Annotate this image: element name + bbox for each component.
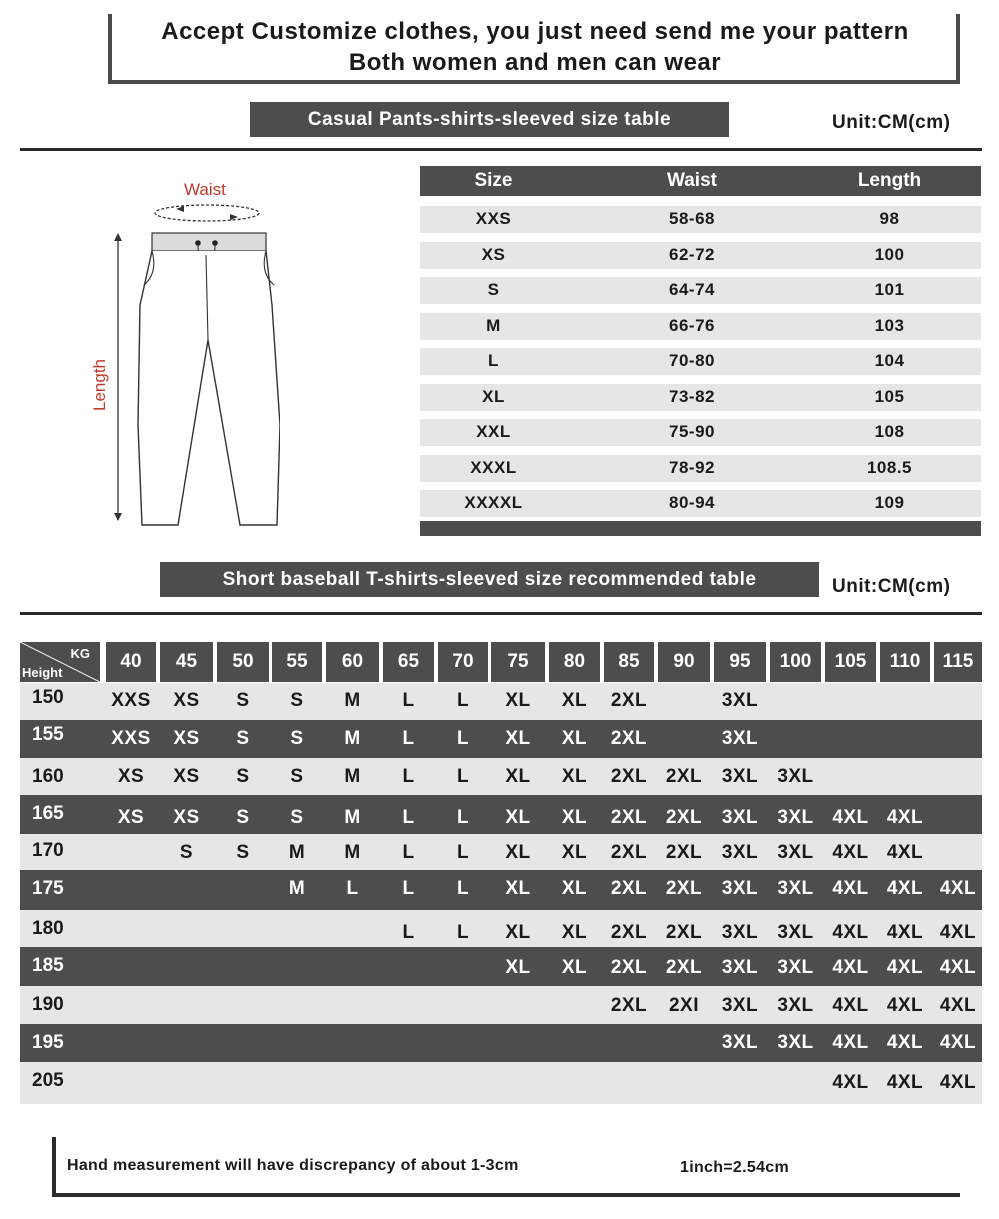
size-cell: M bbox=[344, 690, 361, 711]
size-cell: 3XL bbox=[777, 842, 814, 863]
tshirt-unit-label: Unit:CM(cm) bbox=[832, 576, 951, 597]
pants-cell-length: 101 bbox=[874, 280, 905, 299]
size-cell: L bbox=[402, 922, 415, 943]
size-cell: 4XL bbox=[886, 995, 924, 1016]
kg-header-cell: 115 bbox=[934, 642, 982, 682]
pants-cell-waist: 75-90 bbox=[669, 422, 715, 441]
pants-cell-waist: 78-92 bbox=[669, 457, 715, 477]
size-cell: 2XL bbox=[610, 766, 648, 787]
height-label: 155 bbox=[32, 724, 64, 745]
pants-cell-size: S bbox=[487, 280, 500, 299]
length-arrow-bottom bbox=[114, 513, 122, 521]
size-cell: 3XL bbox=[777, 995, 814, 1016]
size-cell: XL bbox=[561, 842, 588, 863]
height-label: 205 bbox=[32, 1070, 64, 1091]
size-cell: 2XL bbox=[665, 807, 703, 828]
col-header-waist: Waist bbox=[667, 170, 717, 191]
size-cell: 2XL bbox=[665, 922, 703, 943]
size-cell: 3XL bbox=[777, 922, 814, 943]
size-cell: 4XL bbox=[832, 995, 869, 1016]
size-cell: L bbox=[402, 728, 415, 749]
size-cell: XL bbox=[561, 807, 588, 828]
pants-cell-waist: 66-76 bbox=[669, 315, 715, 335]
pants-table-row bbox=[420, 384, 981, 411]
size-cell: 4XL bbox=[832, 957, 869, 978]
kg-header-cell: 60 bbox=[326, 642, 379, 682]
pants-cell-size: L bbox=[488, 351, 499, 370]
size-cell: XL bbox=[561, 878, 588, 899]
size-cell: 3XL bbox=[721, 728, 759, 749]
pants-cell-length: 108 bbox=[874, 422, 905, 441]
tshirt-table-row bbox=[20, 1024, 982, 1062]
pants-cell-size: XS bbox=[481, 244, 506, 264]
height-label: 195 bbox=[32, 1032, 64, 1053]
size-cell: 2XL bbox=[610, 690, 648, 711]
height-label: 170 bbox=[32, 840, 64, 861]
size-cell: XXS bbox=[111, 690, 151, 711]
size-cell: 2XL bbox=[665, 842, 703, 863]
pants-cell-size: M bbox=[486, 315, 501, 335]
table-corner-cell bbox=[20, 642, 100, 682]
tshirt-table-row bbox=[20, 986, 982, 1024]
section-divider-2 bbox=[20, 612, 982, 615]
size-cell: 3XL bbox=[721, 690, 759, 711]
size-cell: 2XL bbox=[610, 995, 648, 1016]
pants-table-row bbox=[420, 490, 981, 517]
height-label: 160 bbox=[32, 766, 64, 787]
size-cell: 2XL bbox=[610, 878, 648, 899]
pants-cell-waist: 64-74 bbox=[669, 280, 715, 299]
size-cell: XL bbox=[561, 957, 588, 978]
header-line-2: Both women and men can wear bbox=[348, 49, 722, 76]
tshirt-table-row bbox=[20, 947, 982, 986]
tshirt-table-row bbox=[20, 910, 982, 947]
size-cell: L bbox=[402, 690, 415, 711]
size-cell: XL bbox=[561, 922, 588, 943]
size-cell: 2XL bbox=[610, 842, 648, 863]
size-cell: 4XL bbox=[939, 922, 977, 943]
size-cell: 3XL bbox=[777, 807, 814, 828]
size-cell: XL bbox=[505, 766, 531, 787]
inch-conversion: 1inch=2.54cm bbox=[680, 1159, 789, 1176]
size-cell: 4XL bbox=[832, 878, 869, 899]
size-cell: 4XL bbox=[939, 878, 977, 899]
col-header-size: Size bbox=[474, 170, 513, 191]
size-cell: 4XL bbox=[886, 957, 924, 978]
size-cell: M bbox=[344, 728, 361, 749]
size-cell: 4XL bbox=[886, 922, 924, 943]
waist-measure-ellipse bbox=[155, 205, 259, 221]
pants-cell-size: XXS bbox=[475, 209, 512, 228]
size-cell: 3XL bbox=[777, 1032, 814, 1053]
size-cell: XXS bbox=[111, 728, 151, 749]
size-cell: XS bbox=[173, 766, 200, 787]
pants-cell-size: XL bbox=[482, 386, 505, 406]
pants-cell-length: 108.5 bbox=[866, 457, 913, 477]
size-cell: L bbox=[402, 766, 415, 787]
size-cell: L bbox=[456, 728, 470, 749]
size-cell: 3XL bbox=[721, 957, 759, 978]
corner-height-label: Height bbox=[22, 665, 63, 680]
tshirt-table-row bbox=[20, 795, 982, 834]
size-cell: 3XL bbox=[721, 766, 759, 787]
size-cell: XL bbox=[505, 807, 531, 828]
size-cell: M bbox=[344, 766, 361, 787]
size-cell: 4XL bbox=[886, 842, 924, 863]
size-cell: XL bbox=[505, 922, 531, 943]
size-cell: M bbox=[288, 878, 306, 899]
pants-table-footer-bar bbox=[420, 521, 981, 536]
height-label: 190 bbox=[32, 994, 64, 1015]
tshirt-table-row bbox=[20, 720, 982, 758]
pants-table-row bbox=[420, 313, 981, 340]
size-cell: 2XL bbox=[665, 878, 703, 899]
size-cell: XL bbox=[505, 728, 531, 749]
size-cell: 2XL bbox=[610, 957, 648, 978]
size-cell: XL bbox=[505, 842, 531, 863]
size-cell: L bbox=[456, 807, 470, 828]
pants-cell-length: 105 bbox=[874, 386, 905, 406]
size-cell: 4XL bbox=[886, 878, 924, 899]
size-cell: S bbox=[236, 807, 250, 828]
pants-cell-waist: 58-68 bbox=[669, 209, 715, 228]
size-cell: XL bbox=[561, 728, 588, 749]
height-label: 180 bbox=[32, 918, 64, 939]
kg-header-cell: 55 bbox=[272, 642, 322, 682]
size-cell: XS bbox=[173, 690, 200, 711]
size-cell: L bbox=[402, 878, 415, 899]
pants-cell-length: 98 bbox=[879, 209, 900, 228]
size-cell: L bbox=[456, 922, 470, 943]
pants-table-row bbox=[420, 206, 981, 233]
kg-header-cell: 50 bbox=[217, 642, 269, 682]
section-divider bbox=[20, 148, 982, 151]
size-cell: 3XL bbox=[721, 842, 759, 863]
height-label: 150 bbox=[32, 687, 64, 708]
size-cell: 2XL bbox=[610, 922, 648, 943]
size-cell: 3XL bbox=[777, 766, 814, 787]
kg-header-cell: 90 bbox=[658, 642, 710, 682]
size-cell: 4XL bbox=[886, 807, 924, 828]
measurement-note: Hand measurement will have discrepancy of about 1-3cm bbox=[67, 1157, 519, 1174]
size-cell: XL bbox=[561, 766, 588, 787]
size-cell: 4XL bbox=[886, 1032, 924, 1053]
size-cell: S bbox=[290, 728, 304, 749]
size-cell: 3XL bbox=[721, 922, 759, 943]
pants-unit-label: Unit:CM(cm) bbox=[832, 112, 951, 133]
waist-arrow-right bbox=[230, 214, 238, 220]
size-cell: 3XL bbox=[721, 995, 759, 1016]
size-cell: XL bbox=[505, 690, 531, 711]
size-cell: L bbox=[456, 878, 470, 899]
tshirt-table-row bbox=[20, 834, 982, 870]
corner-kg-label: KG bbox=[70, 646, 90, 661]
kg-header-cell: 45 bbox=[160, 642, 213, 682]
height-label: 185 bbox=[32, 955, 64, 976]
size-cell: 3XL bbox=[721, 878, 759, 899]
size-cell: XL bbox=[561, 690, 588, 711]
tshirt-table-row bbox=[20, 758, 982, 795]
pants-table-row bbox=[420, 242, 981, 269]
size-cell: 4XL bbox=[939, 957, 977, 978]
size-cell: 3XL bbox=[777, 878, 814, 899]
size-cell: S bbox=[236, 690, 250, 711]
tshirt-table-title: Short baseball T-shirts-sleeved size recommended table bbox=[160, 562, 819, 597]
size-cell: 4XL bbox=[832, 1032, 869, 1053]
size-cell: S bbox=[236, 842, 250, 863]
size-cell: 2XL bbox=[610, 728, 648, 749]
drawstring-hole-left bbox=[195, 240, 201, 246]
pants-diagram bbox=[80, 175, 280, 530]
kg-header-cell: 40 bbox=[106, 642, 156, 682]
size-cell: L bbox=[456, 766, 470, 787]
size-cell: M bbox=[344, 807, 361, 828]
kg-header-cell: 100 bbox=[770, 642, 821, 682]
size-cell: 3XL bbox=[777, 957, 814, 978]
pants-table-row bbox=[420, 277, 981, 304]
size-cell: 2XL bbox=[610, 807, 648, 828]
size-cell: 4XL bbox=[939, 995, 977, 1016]
tshirt-table-row bbox=[20, 1062, 982, 1104]
pants-cell-length: 104 bbox=[874, 351, 905, 370]
pants-table-title: Casual Pants-shirts-sleeved size table bbox=[250, 102, 729, 137]
header-line-1: Accept Customize clothes, you just need send me your pattern bbox=[161, 18, 909, 45]
pants-waistband bbox=[152, 233, 266, 251]
size-cell: 4XL bbox=[886, 1072, 924, 1093]
size-cell: 4XL bbox=[832, 807, 869, 828]
pants-cell-size: XXXXL bbox=[464, 493, 523, 512]
size-cell: L bbox=[456, 842, 470, 863]
size-cell: 4XL bbox=[939, 1032, 977, 1053]
size-cell: S bbox=[236, 766, 250, 787]
pants-cell-length: 100 bbox=[874, 244, 905, 264]
drawstring-hole-right bbox=[212, 240, 218, 246]
kg-header-cell: 110 bbox=[880, 642, 930, 682]
pants-outline bbox=[138, 251, 280, 525]
height-label: 175 bbox=[32, 878, 64, 899]
pants-cell-size: XXL bbox=[476, 422, 511, 441]
pants-cell-size: XXXL bbox=[470, 457, 517, 477]
waist-label: Waist bbox=[184, 180, 226, 199]
size-cell: XS bbox=[173, 728, 200, 749]
size-cell: L bbox=[402, 807, 415, 828]
pants-table-row bbox=[420, 348, 981, 375]
pants-cell-length: 103 bbox=[874, 315, 905, 335]
size-cell: 4XL bbox=[939, 1072, 977, 1093]
pants-cell-waist: 62-72 bbox=[669, 244, 715, 264]
size-cell: 4XL bbox=[832, 842, 869, 863]
size-cell: M bbox=[288, 842, 306, 863]
size-cell: 2XL bbox=[665, 957, 703, 978]
tshirt-table-row bbox=[20, 870, 982, 910]
size-cell: 3XL bbox=[721, 807, 759, 828]
kg-header-cell: 85 bbox=[604, 642, 654, 682]
pants-table-row bbox=[420, 455, 981, 482]
pants-table-header bbox=[420, 166, 981, 196]
kg-header-cell: 105 bbox=[825, 642, 876, 682]
height-label: 165 bbox=[32, 803, 64, 824]
pants-cell-waist: 70-80 bbox=[669, 351, 715, 370]
kg-header-cell: 65 bbox=[383, 642, 434, 682]
kg-header-cell: 70 bbox=[438, 642, 488, 682]
kg-header-cell: 80 bbox=[549, 642, 600, 682]
size-cell: XS bbox=[117, 766, 145, 787]
size-cell: XS bbox=[173, 807, 200, 828]
size-cell: S bbox=[290, 690, 304, 711]
size-cell: 4XL bbox=[832, 922, 869, 943]
kg-header-cell: 95 bbox=[714, 642, 766, 682]
pants-table-row bbox=[420, 419, 981, 446]
kg-header-cell: 75 bbox=[491, 642, 545, 682]
size-cell: S bbox=[290, 766, 304, 787]
size-cell: M bbox=[344, 842, 361, 863]
length-label: Length bbox=[90, 359, 109, 411]
size-cell: 3XL bbox=[721, 1032, 759, 1053]
size-cell: L bbox=[402, 842, 415, 863]
pants-cell-waist: 80-94 bbox=[669, 493, 715, 512]
pants-cell-waist: 73-82 bbox=[669, 386, 715, 406]
tshirt-table-row bbox=[20, 683, 982, 720]
col-header-length: Length bbox=[857, 170, 922, 191]
size-cell: L bbox=[456, 690, 470, 711]
length-arrow-top bbox=[114, 233, 122, 241]
size-cell: 2XI bbox=[668, 995, 700, 1016]
size-cell: S bbox=[290, 807, 304, 828]
size-cell: XL bbox=[505, 878, 531, 899]
size-cell: L bbox=[346, 878, 359, 899]
size-cell: S bbox=[236, 728, 250, 749]
size-cell: XS bbox=[117, 807, 145, 828]
size-cell: S bbox=[179, 842, 194, 863]
pants-cell-length: 109 bbox=[874, 493, 905, 512]
size-cell: 4XL bbox=[832, 1072, 869, 1093]
size-cell: 2XL bbox=[665, 766, 703, 787]
size-cell: XL bbox=[505, 957, 531, 978]
